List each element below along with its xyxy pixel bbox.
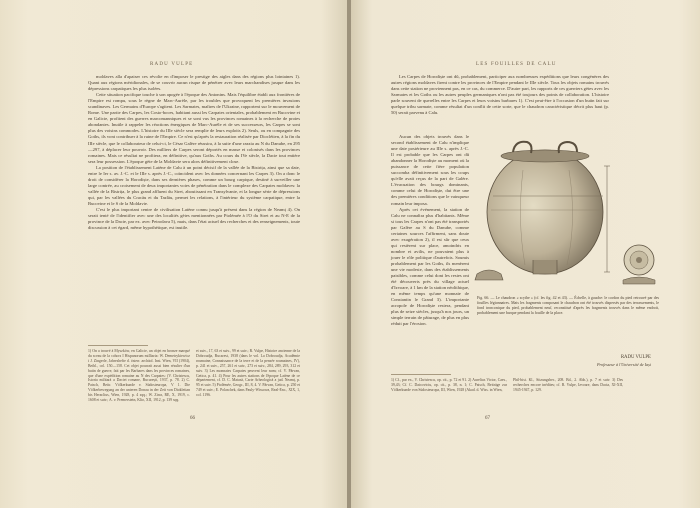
paragraph: C'est le plus important centre de civilisation Latène connu jusqu'à présent dans la région de Neamț 4). On serait tenté de l'identifier avec une des localités gètes mentionnées par Ptolémée à l'O du Siret et au N-E de la province de la Dacie, par ex. avec Petrodava 5), mais, dans l'état actuel des recherches et des renseignements, toute discussion à cet égard, même hypothétique, est inutile.	[88, 207, 300, 231]
footnotes-column-1: 1) On a trouvé à Myszków, en Galicie, un objet en bronze marqué du sceau de la cohors I Hispanorum milliaria: W. Demetrykiewicz i J. Zingerle, Jahreshefte d. österr. archäol. Inst. Wien, VII (1904), Beibl., col. 150—158. Cet objet pourrait aussi bien résulter d'un butin de guerre, fait par les Barbares dans les provinces romaines, que d'une expédition romaine au N des Carpates: (V. Christescu, Istoria militară a Daciei romane, București, 1937, p. 78. 2) C. Patsch, Beitr. Völkerkunde v. Südosteuropa, V 1. Die Völkerbewegung an der unteren Donau in der Zeit von Diokletian bis Heraclius, Wien, 1928, p. 4 sqq.; W. Zirra, RE, X, 1919, c. 1608 et suiv.; A. v. Premerstein, Klio, XII, 1912, p. 139 sqq.	[88, 349, 190, 403]
page-number-left: 66	[190, 416, 195, 421]
paragraph: moldaves alla d'apaiser ces révolte en d'imposer le prestige des aigles dans des régions plus lointaines 1). Quant aux régions méridionales, de se couvrir aucun risque de pénétrer avec leurs marchandises jusque dans les dépressions carpatiques les plus isolées.	[88, 74, 300, 92]
footnote-rule	[391, 374, 451, 375]
right-body-top: Les Carpes de Horodiște ont dû, probablement, participer aux nombreuses expéditions que leurs congénères des autres régions moldaves firent contre les provinces de l'Empire pendant le IIIe siècle. Tous les objets romains trouvés dans cette station ne proviennent pas, en ce cas, du commerce. D'autre part, les rapports de ces guerriers gètes avec les Sarmates et les Goths ou les autres peuples germaniques n'ont pas été toujours des points de collaboration. L'histoire parle souvent de querelles entre les Carpes et leurs voisins barbares 1). C'est peut-être à l'occasion d'un butin fait sur quelque tribu sarmate, comme résultat d'un conflit de cette sorte, que le chaudron caractéristique décrit plus haut (p. 50) serait parvenu à Calu.	[391, 74, 609, 116]
footnotes-column-2: Phil-hist. Kl., Sitzungsber., 208. Bd., 2. Abh.), p. 7 et suiv. 3) Des recherches encore inédites; cf. R. Vulpe, Izvoare, dans Dacia, XI-XII, 1945-1947, p. 129.	[513, 378, 623, 392]
page-number-right: 67	[485, 416, 490, 421]
right-page	[351, 0, 700, 508]
base-detail-icon	[475, 270, 503, 280]
figure-caption: Fig. 66. — Le chaudron « scythe » (cf. les fig. 42 et 43). — Échelle, à gauche: le cordon du pied retrouvé par des fouilles légionnaires. Mais les fragments composant le chaudron ont été trouvés dispersés par des terrassements, le fond tronconique du pied, probablement neuf, reconstitué d'après les fragments trouvés dans le même endroit, probablement une barque pendant la fouille de la place.	[477, 296, 659, 315]
footnote-rule	[88, 345, 148, 346]
paragraph: Après cet événement, la station de Calu ne connaîtra plus d'habitants. Même si tous les Carpes n'ont pas été transportés par Galère au S du Danube, comme certaines sources l'affirment, sans doute avec exagération 2), il est sûr que ceux qui restèrent sur place, amoindris en nombre et avilis, ne pouvaient plus à jouer le rôle politique d'autrefois. Soumis probablement par les Goths, ils menèrent une vie modeste, dans des établissements paisibles, comme celui dont les restes ont été découverts près du village actuel d'Izvoare, à 1 km de la station néolithique, en même temps qu'une monnaie de Constantin le Grand 3). L'importante acropole de Horodiște restera, pendant plus de seize siècles, jusqu'à nos jours, un simple terrain de pâturage, de plus en plus réduit par l'érosion.	[391, 206, 470, 327]
paragraph: Aucun des objets trouvés dans le second établissement de Calu n'implique une date postérieure au IIIe s. après J.-C. Il est probable que les Carpes ont dû abandonner la Horodiște au moment où la puissance de cette fière population succomba définitivement sous les coups qu'elle avait reçus de la part de Galère. L'évacuation des bourgs dominants, comme celui de Horodiște, dut être une des premières conditions que le vainqueur romain leur imposa.	[391, 134, 469, 206]
paragraph: La position de l'établissement Latène de Calu à un point décisif de la vallée de la Bistrița, ainsi que sa date, entre le Ier s. av. J.-C. et le IIIe s. après J.-C., coïncident avec les données concernant les Carpes 3). On a donc le droit de considérer la Horodiște, dans ses dernières phases, comme un bourg carpique, destiné à surveiller une large contrée, au croisement de deux importantes voies de pénétration dans le complexe des Carpates moldaves: la vallée de la Bistrița, le plus grand affluent du Siret, aboutissant en Transylvanie, et la longue série de dépressions qui, par les vallées du Cracău et du Tazlău, permet les relations, à l'intérieur du système carpatique, entre la Bucovine et le S de la Moldavie.	[88, 164, 300, 206]
right-body-column	[391, 134, 469, 328]
paragraph: Cette situation pacifique touche à son apogée à l'époque des Antonins. Mais l'équilibre établi aux frontières de l'Empire est rompu, sous le règne de Marc-Aurèle, par les troubles que provoquent les premières invasions scandinaves. Les Germains d'Europe s'agitent. Les Sarmates, maîtres de l'Ukraine, rapportent sur le mouvement de Rome. Une partie des Carpes, les Costo-boces, habitant aussi les Carpates orientales, probablement en Bucovine et en Galicie, profitent des guerres marcomanniques et se sont vus les provinces romaines à la recherche de proies abondantes. Inutile à rappeler les réactions énergiques de Marc-Aurèle et de ses successeurs, les Carpes se sont plus des voisins commodes. L'histoire du IIIe siècle sera remplie de leurs exploits 2). Seuls, ou en compagnie des Goths, ils vont contribuer à la ruine de l'Empire. Ce n'est qu'après la restauration réalisée par Dioclétien, à la fin du IIIe siècle, que le collaborateur de celui-ci, le César Galère réussira, à la suite d'une razzia au N du Danube, en 295—297, à déplacer leur pouvoir. Des milliers de Carpes seront déportés en masse et colonisés dans les provinces romaines. Mais ce résultat ne profitera, en définitive, qu'aux Goths. Au cours du IVe siècle, la Dacie tout entière sera leur possession. L'époque gète de la Moldavie sera alors définitivement close.	[88, 92, 300, 164]
left-page	[0, 0, 349, 508]
author-affiliation: Professeur à l'Université de Iași	[596, 362, 651, 367]
running-header-left: RADU VULPE	[150, 62, 194, 67]
medallion-icon	[623, 245, 655, 284]
left-body-text	[88, 74, 300, 231]
cauldron-drawing	[473, 140, 661, 292]
footnotes-column-2: et suiv., 17, 63 et suiv., 99 et suiv.; R. Vulpe, Histoire ancienne de la Dobroudja, Bucarest, 1938 (dans le vol. La Dobroudja, Académie roumaine, Connaissance de la terre et de la pensée roumaines, IV), p. 241 et suiv., 257, 261 et suiv., 273 et suiv., 284, 289, 293, 312 et suiv. 3) Les monnaies Carpates peuvent leur nom; cf. V. Pârvan, Getica, p. 41. 4) Pour les autres stations de l'époque Latène de ce département, cf. D. C. Matasă, Carte Arheologică a jud. Neamț, p. 95 et suiv. 5) Ptolémée, Geogr., III, 8, 4. V. Pârvan, Getica, p. 250 et 749 et suiv.; E. Polaschek, dans Pauly-Wissowa, Real-Enc., XIX, 1, col. 1196.	[196, 349, 300, 398]
footnotes-column-1: 1) Cf., par ex., V. Christescu, op. cit., p. 72 et 91. 2) Aurelius Victor, Caes., 39,43; Cf. C. Daicoviciu, op. cit., p. 38, n. 1; C. Patsch, Beiträge zur Völkerkunde von Südosteuropa, III, Wien, 1928 (Akad. d. Wiss. in Wien,	[391, 378, 507, 392]
author-name: RADU VULPE	[620, 355, 651, 360]
running-header-right: LES FOUILLES DE CALU	[476, 62, 557, 67]
artifact-figure	[473, 140, 661, 292]
